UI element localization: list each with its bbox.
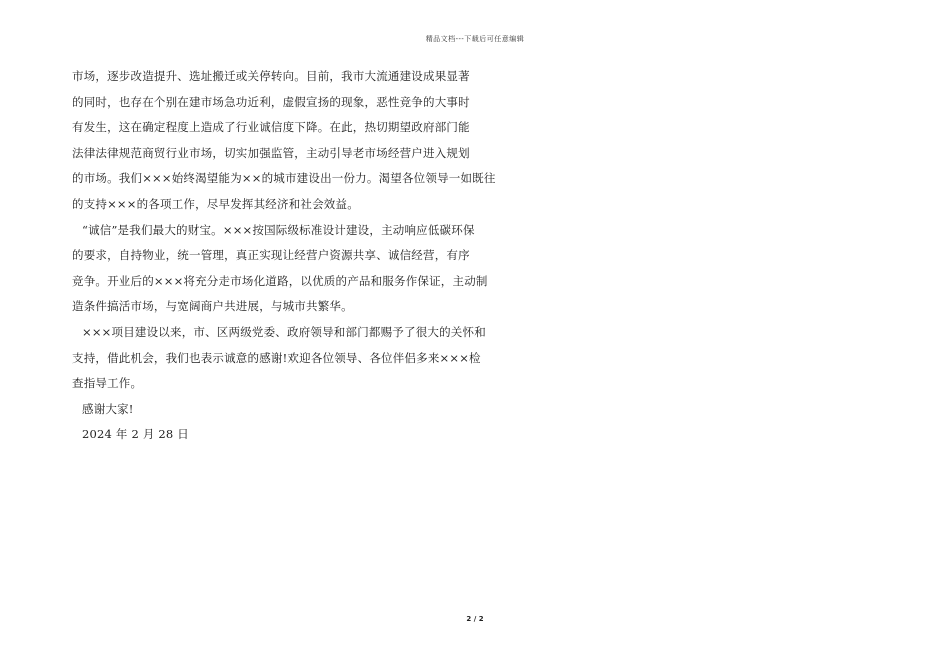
page-number: 2 / 2	[466, 615, 484, 623]
document-body	[72, 64, 496, 448]
body-line-5: 的市场。我们×××始终渴望能为××的城市建设出一份力。渴望各位领导一如既往	[72, 171, 496, 186]
document-date: 2024 年 2 月 28 日	[82, 427, 189, 442]
body-line-10: 造条件搞活市场，与宽阔商户共进展，与城市共繁华。	[72, 299, 353, 314]
body-line-13: 查指导工作。	[72, 376, 143, 391]
body-line-6: 的支持×××的各项工作，尽早发挥其经济和社会效益。	[72, 196, 359, 211]
body-line-9: 竞争。开业后的×××将充分走市场化道路，以优质的产品和服务作保证，主动制	[72, 273, 488, 288]
body-line-2: 的同时，也存在个别在建市场急功近利，虚假宣扬的现象，恶性竞争的大事时	[72, 94, 470, 109]
body-line-12: 支持，借此机会，我们也表示诚意的感谢!欢迎各位领导、各位伴侣多来×××检	[72, 350, 481, 365]
closing-thanks: 感谢大家!	[82, 401, 134, 416]
body-line-3: 有发生，这在确定程度上造成了行业诚信度下降。在此，热切期望政府部门能	[72, 120, 470, 135]
body-line-7: “诚信”是我们最大的财宝。×××按国际级标准设计建设，主动响应低碳环保	[82, 222, 475, 237]
body-line-11: ×××项目建设以来，市、区两级党委、政府领导和部门都赐予了很大的关怀和	[82, 324, 486, 339]
body-line-8: 的要求，自持物业，统一管理，真正实现让经营户资源共享、诚信经营，有序	[72, 248, 470, 263]
body-line-4: 法律法律规范商贸行业市场，切实加强监管，主动引导老市场经营户进入规划	[72, 145, 470, 160]
body-line-1: 市场，逐步改造提升、选址搬迁或关停转向。目前，我市大流通建设成果显著	[72, 69, 470, 83]
page-header: 精品文档---下载后可任意编辑	[425, 35, 525, 43]
